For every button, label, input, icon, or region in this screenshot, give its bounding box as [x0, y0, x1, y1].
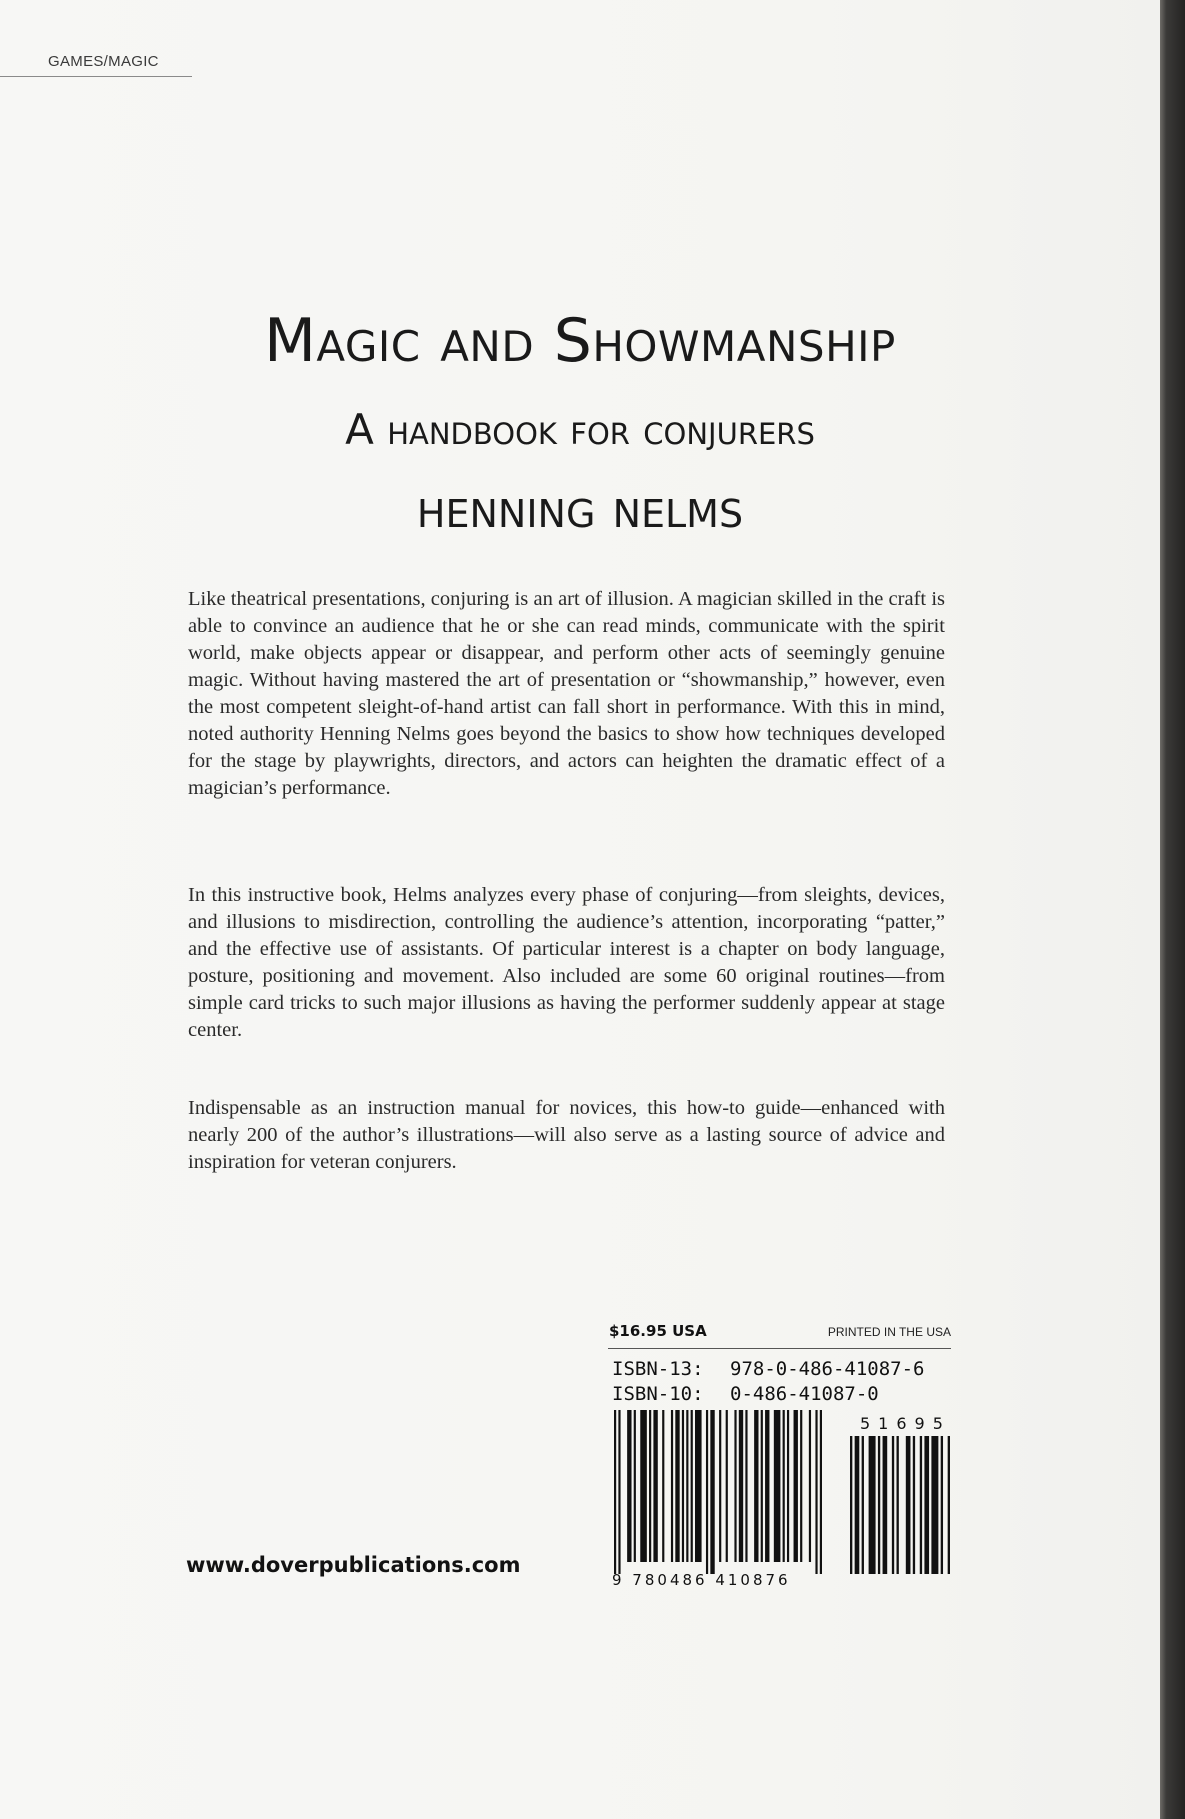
- barcode-bar: [739, 1410, 743, 1562]
- isbn-10-line: [612, 1383, 879, 1405]
- barcode-divider: [608, 1348, 951, 1349]
- description-paragraph-3: Indispensable as an instruction manual for novices, this how-to guide—enhanced with nearly 200 of the author’s illustrations—will also serve as a lasting source of advice and inspiration for veteran conjurers.: [188, 1097, 945, 1173]
- barcode-bar: [754, 1410, 758, 1562]
- isbn-10-label: ISBN-10:: [612, 1383, 704, 1405]
- addon-barcode: [850, 1436, 950, 1574]
- barcode-bar: [662, 1410, 664, 1562]
- barcode-bar: [734, 1410, 736, 1562]
- barcode-bar: [913, 1436, 915, 1574]
- barcode-bar: [869, 1436, 876, 1574]
- book-spine-edge: [1160, 0, 1185, 1819]
- barcode-bar: [726, 1410, 728, 1562]
- barcode-bar: [850, 1436, 852, 1574]
- ean-barcode: [614, 1410, 822, 1574]
- book-title: Magic and Showmanship: [264, 306, 896, 376]
- isbn-13-line: [612, 1358, 924, 1380]
- barcode-bar: [787, 1410, 789, 1562]
- barcode-bar: [765, 1410, 769, 1562]
- barcode-block: [608, 1318, 951, 1593]
- barcode-bar: [800, 1410, 802, 1562]
- barcode-bar: [627, 1410, 631, 1562]
- description-paragraph-2: In this instructive book, Helms analyzes every phase of conjuring—from sleights, devices, and illusions to misdirection, controlling the audience’s attention, incorporating “patter,” and the effective use of assistants. Of particular interest is a chapter on body language, posture, positioning and movement. Also included are some 60 original routines—from simple card tricks to such major illusions as having the performer suddenly appear at stage center.: [188, 884, 945, 1041]
- isbn-13-label: ISBN-13:: [612, 1358, 704, 1380]
- barcode-bar: [906, 1436, 911, 1574]
- barcode-bar: [719, 1410, 721, 1562]
- book-subtitle: A handbook for conjurers: [345, 405, 815, 454]
- barcode-bar: [686, 1410, 688, 1562]
- barcode-bar: [618, 1410, 620, 1574]
- barcode-bar: [948, 1436, 950, 1574]
- barcode-digits: 9 780486 410876: [612, 1571, 791, 1589]
- barcode-bar: [706, 1410, 708, 1574]
- price-label: $16.95 USA: [609, 1322, 707, 1340]
- barcode-bar: [761, 1410, 763, 1562]
- book-author: henning nelms: [416, 477, 744, 540]
- barcode-bar: [794, 1410, 798, 1562]
- barcode-bar: [883, 1436, 888, 1574]
- barcode-bar: [774, 1410, 781, 1562]
- barcode-bar: [634, 1410, 636, 1562]
- barcode-bar: [941, 1436, 943, 1574]
- barcode-bar: [649, 1410, 651, 1562]
- barcode-bar: [820, 1410, 822, 1574]
- barcode-bar: [920, 1436, 922, 1574]
- barcode-bar: [745, 1410, 747, 1562]
- barcode-bar: [675, 1410, 679, 1562]
- isbn-13-value: 978-0-486-41087-6: [730, 1358, 925, 1380]
- barcode-bar: [710, 1410, 714, 1574]
- barcode-bar: [691, 1410, 693, 1562]
- barcode-bar: [878, 1436, 880, 1574]
- addon-digits: 51695: [860, 1414, 951, 1433]
- barcode-bar: [809, 1410, 811, 1562]
- barcode-bar: [924, 1436, 929, 1574]
- barcode-bar: [640, 1410, 647, 1562]
- category-divider: [0, 76, 192, 77]
- barcode-bar: [783, 1410, 785, 1562]
- barcode-bar: [695, 1410, 702, 1562]
- category-label: GAMES/MAGIC: [48, 53, 159, 70]
- publisher-website: www.doverpublications.com: [186, 1553, 521, 1577]
- barcode-bar: [614, 1410, 616, 1574]
- barcode-bar: [815, 1410, 817, 1574]
- barcode-bar: [855, 1436, 860, 1574]
- isbn-10-value: 0-486-41087-0: [730, 1383, 879, 1405]
- barcode-bar: [931, 1436, 938, 1574]
- barcode-bar: [897, 1436, 899, 1574]
- barcode-bar: [862, 1436, 864, 1574]
- barcode-bar: [653, 1410, 657, 1562]
- barcode-bar: [892, 1436, 894, 1574]
- description-paragraph-1: Like theatrical presentations, conjuring is an art of illusion. A magician skilled in the craft is able to convince an audience that he or she can read minds, communicate with the spirit world, make objects appear or disappear, and perform other acts of seemingly genuine magic. Without having mastered the art of presentation or “showmanship,” however, even the most competent sleight-of-hand artist can fall short in performance. With this in mind, noted authority Henning Nelms goes beyond the basics to show how techniques developed for the stage by playwrights, directors, and actors can heighten the dramatic effect of a magician’s performance.: [188, 588, 945, 799]
- printed-in-label: PRINTED IN THE USA: [827, 1325, 951, 1339]
- barcode-bar: [682, 1410, 684, 1562]
- barcode-bar: [671, 1410, 673, 1562]
